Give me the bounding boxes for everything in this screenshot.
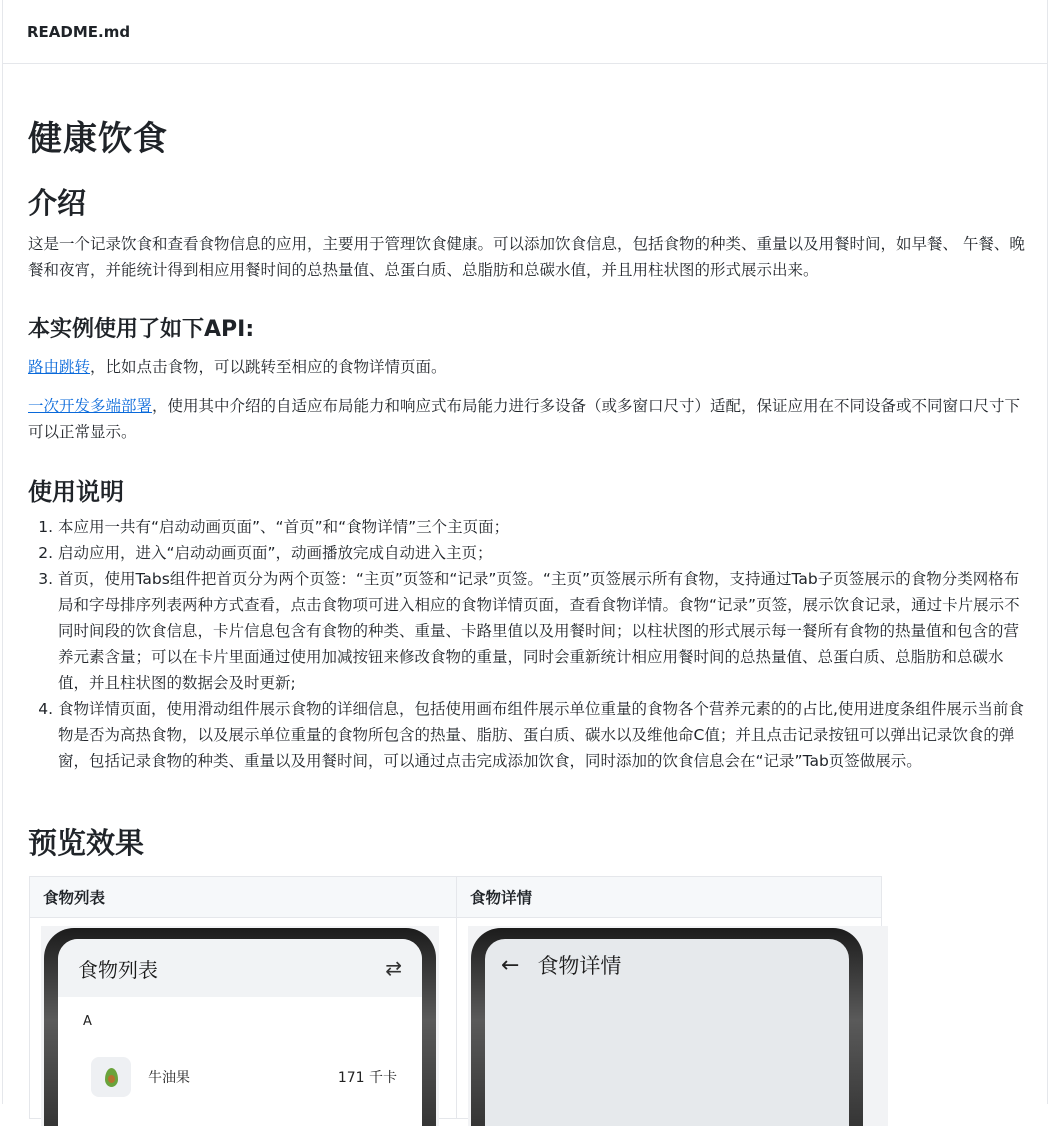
sort-swap-icon: ⇄ (385, 956, 402, 980)
usage-item: 1. 本应用一共有“启动动画页面”、“首页”和“食物详情”三个主页面； (58, 514, 1026, 540)
alphabet-index-label: A (83, 1014, 92, 1029)
api-item-routing-text: ，比如点击食物，可以跳转至相应的食物详情页面。 (90, 358, 447, 376)
preview-table (29, 876, 882, 1119)
phone-frame (44, 928, 436, 1126)
food-calories: 171 千卡 (337, 1070, 397, 1086)
readme-panel (2, 0, 1048, 1104)
usage-item: 2. 启动应用，进入“启动动画页面”，动画播放完成自动进入主页； (58, 540, 1026, 566)
food-detail-screenshot (468, 926, 888, 1126)
food-list-app-bar (58, 939, 422, 997)
preview-heading: 预览效果 (28, 826, 145, 860)
api-item-routing (28, 354, 1028, 380)
usage-heading: 使用说明 (28, 478, 124, 506)
food-list-preview-cell (30, 918, 457, 1119)
usage-list (28, 514, 1026, 774)
food-detail-app-bar (485, 939, 849, 991)
routing-link[interactable]: 路由跳转 (28, 358, 91, 376)
food-list-item (91, 1057, 397, 1097)
intro-paragraph: 这是一个记录饮食和查看食物信息的应用，主要用于管理饮食健康。可以添加饮食信息，包括食物的种类、重量以及用餐时间，如早餐、 午餐、晚餐和夜宵，并能统计得到相应用餐时间的总热量值、总蛋白质、总脂肪和总碳水值，并且用柱状图的形式展示出来。 (28, 235, 1025, 279)
file-name-header: README.md (3, 0, 1047, 64)
food-detail-preview-cell (457, 918, 882, 1119)
phone-screen (58, 939, 422, 1126)
preview-header-food-list: 食物列表 (30, 877, 457, 918)
usage-item: 3. 首页，使用Tabs组件把首页分为两个页签：“主页”页签和“记录”页签。“主页”页签展示所有食物，支持通过Tab子页签展示的食物分类网格布局和字母排序列表两种方式查看，点击食物项可进入相应的食物详情页面，查看食物详情。食物“记录”页签，展示饮食记录，通过卡片展示不同时间段的饮食信息，卡片信息包含有食物的种类、重量、卡路里值以及用餐时间；以柱状图的形式展示每一餐所有食物的热量值和包含的营养元素含量；可以在卡片里面通过使用加减按钮来修改食物的重量，同时会重新统计相应用餐时间的总热量值、总蛋白质、总脂肪和总碳水值，并且柱状图的数据会及时更新; (58, 566, 1026, 696)
preview-header-food-detail: 食物详情 (457, 877, 882, 918)
phone-frame (471, 928, 863, 1126)
usage-item: 4. 食物详情页面，使用滑动组件展示食物的详细信息，包括使用画布组件展示单位重量的食物各个营养元素的的占比,使用进度条组件展示当前食物是否为高热食物，以及展示单位重量的食物所包含的热量、脂肪、蛋白质、碳水以及维他命C值；并且点击记录按钮可以弹出记录饮食的弹窗，包括记录食物的种类、重量以及用餐时间，可以通过点击完成添加饮食，同时添加的饮食信息会在“记录”Tab页签做展示。 (58, 696, 1026, 774)
phone-screen (485, 939, 849, 1126)
avocado-icon (91, 1057, 131, 1097)
multi-device-link[interactable]: 一次开发多端部署 (28, 397, 153, 415)
intro-heading: 介绍 (28, 186, 87, 220)
back-arrow-icon: ← (501, 952, 520, 978)
api-item-multi-device (28, 393, 1028, 445)
food-name: 牛油果 (148, 1070, 190, 1086)
page-title: 健康饮食 (28, 119, 168, 159)
food-detail-title: 食物详情 (537, 954, 622, 978)
api-heading: 本实例使用了如下API: (28, 317, 255, 342)
food-list-title: 食物列表 (78, 957, 158, 982)
api-item-multi-device-text: ，使用其中介绍的自适应布局能力和响应式布局能力进行多设备（或多窗口尺寸）适配，保证应用在不同设备或不同窗口尺寸下可以正常显示。 (28, 397, 1021, 441)
food-list-screenshot (41, 926, 439, 1126)
